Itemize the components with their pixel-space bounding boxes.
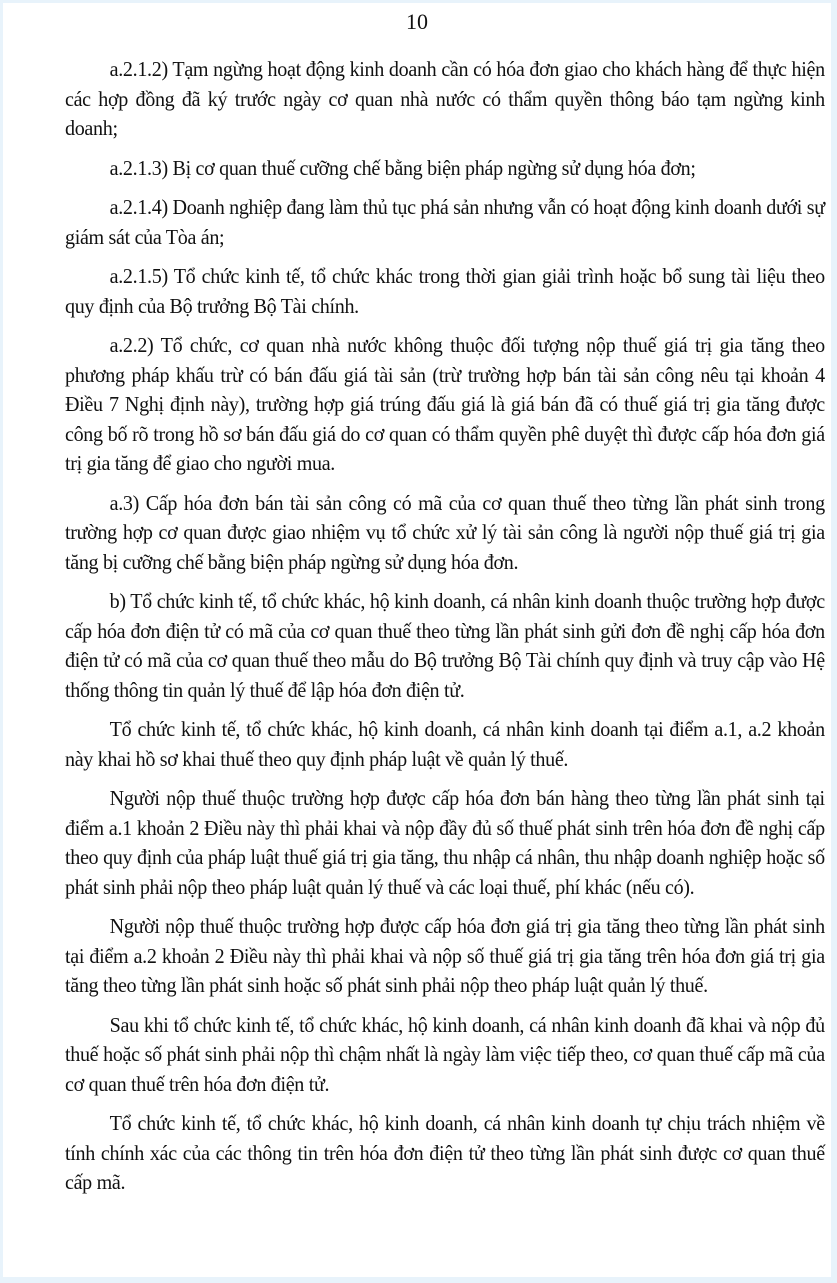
paragraph-a2-1-2: a.2.1.2) Tạm ngừng hoạt động kinh doanh cần có hóa đơn giao cho khách hàng để thực hiện các hợp đồng đã ký trước ngày cơ quan nhà nước có thẩm quyền thông báo tạm ngừng kinh doanh; bbox=[65, 57, 825, 140]
paragraph-a3: a.3) Cấp hóa đơn bán tài sản công có mã của cơ quan thuế theo từng lần phát sinh trong trường hợp cơ quan được giao nhiệm vụ tổ chức xử lý tài sản công là người nộp thuế giá trị gia tăng bị cưỡng chế bằng biện pháp ngừng sử dụng hóa đơn. bbox=[65, 490, 825, 574]
paragraph-a2-1-4: a.2.1.4) Doanh nghiệp đang làm thủ tục phá sản nhưng vẫn có hoạt động kinh doanh dưới sự giám sát của Tòa án; bbox=[65, 195, 825, 249]
paragraph-a2-1-5: a.2.1.5) Tổ chức kinh tế, tổ chức khác trong thời gian giải trình hoặc bổ sung tài liệu theo quy định của Bộ trưởng Bộ Tài chính. bbox=[65, 264, 825, 318]
paragraph-tax-filing: Tổ chức kinh tế, tổ chức khác, hộ kinh doanh, cá nhân kinh doanh tại điểm a.1, a.2 khoản này khai hồ sơ khai thuế theo quy định pháp luật về quản lý thuế. bbox=[65, 717, 825, 771]
paragraph-a2-1-3: a.2.1.3) Bị cơ quan thuế cưỡng chế bằng biện pháp ngừng sử dụng hóa đơn; bbox=[109, 155, 696, 180]
document-body bbox=[65, 55, 825, 1208]
paragraph-code-issuance: Sau khi tổ chức kinh tế, tổ chức khác, hộ kinh doanh, cá nhân kinh doanh đã khai và nộp đủ thuế hoặc số phát sinh phải nộp thì chậm nhất là ngày làm việc tiếp theo, cơ quan thuế cấp mã của cơ quan thuế trên hóa đơn điện tử. bbox=[65, 1012, 825, 1096]
paragraph-b: b) Tổ chức kinh tế, tổ chức khác, hộ kinh doanh, cá nhân kinh doanh thuộc trường hợp được cấp hóa đơn điện tử có mã của cơ quan thuế theo từng lần phát sinh gửi đơn đề nghị cấp hóa đơn điện tử có mã của cơ quan thuế theo mẫu do Bộ trưởng Bộ Tài chính quy định và truy cập vào Hệ thống thông tin quản lý thuế để lập hóa đơn điện tử. bbox=[65, 589, 825, 702]
paragraph-responsibility: Tổ chức kinh tế, tổ chức khác, hộ kinh doanh, cá nhân kinh doanh tự chịu trách nhiệm về tính chính xác của các thông tin trên hóa đơn điện tử theo từng lần phát sinh được cơ quan thuế cấp mã. bbox=[65, 1111, 825, 1194]
document-page bbox=[3, 3, 831, 1277]
paragraph-a2-2: a.2.2) Tổ chức, cơ quan nhà nước không thuộc đối tượng nộp thuế giá trị gia tăng theo phương pháp khấu trừ có bán đấu giá tài sản (trừ trường hợp bán tài sản công nêu tại khoản 4 Điều 7 Nghị định này), trường hợp giá trúng đấu giá là giá bán đã có thuế giá trị gia tăng được công bố rõ trong hồ sơ bán đấu giá do cơ quan có thẩm quyền phê duyệt thì được cấp hóa đơn giá trị gia tăng để giao cho người mua. bbox=[65, 333, 825, 475]
page-number: 10 bbox=[406, 9, 428, 34]
paragraph-sales-invoice-taxpayer: Người nộp thuế thuộc trường hợp được cấp hóa đơn bán hàng theo từng lần phát sinh tại điểm a.1 khoản 2 Điều này thì phải khai và nộp đầy đủ số thuế phát sinh trên hóa đơn đề nghị cấp theo quy định của pháp luật thuế giá trị gia tăng, thu nhập cá nhân, thu nhập doanh nghiệp hoặc số phát sinh phải nộp theo pháp luật quản lý thuế và các loại thuế, phí khác (nếu có). bbox=[65, 786, 825, 899]
paragraph-vat-invoice-taxpayer: Người nộp thuế thuộc trường hợp được cấp hóa đơn giá trị gia tăng theo từng lần phát sinh tại điểm a.2 khoản 2 Điều này thì phải khai và nộp số thuế giá trị gia tăng trên hóa đơn giá trị gia tăng theo từng lần phát sinh hoặc số phát sinh phải nộp theo pháp luật quản lý thuế. bbox=[65, 914, 825, 997]
